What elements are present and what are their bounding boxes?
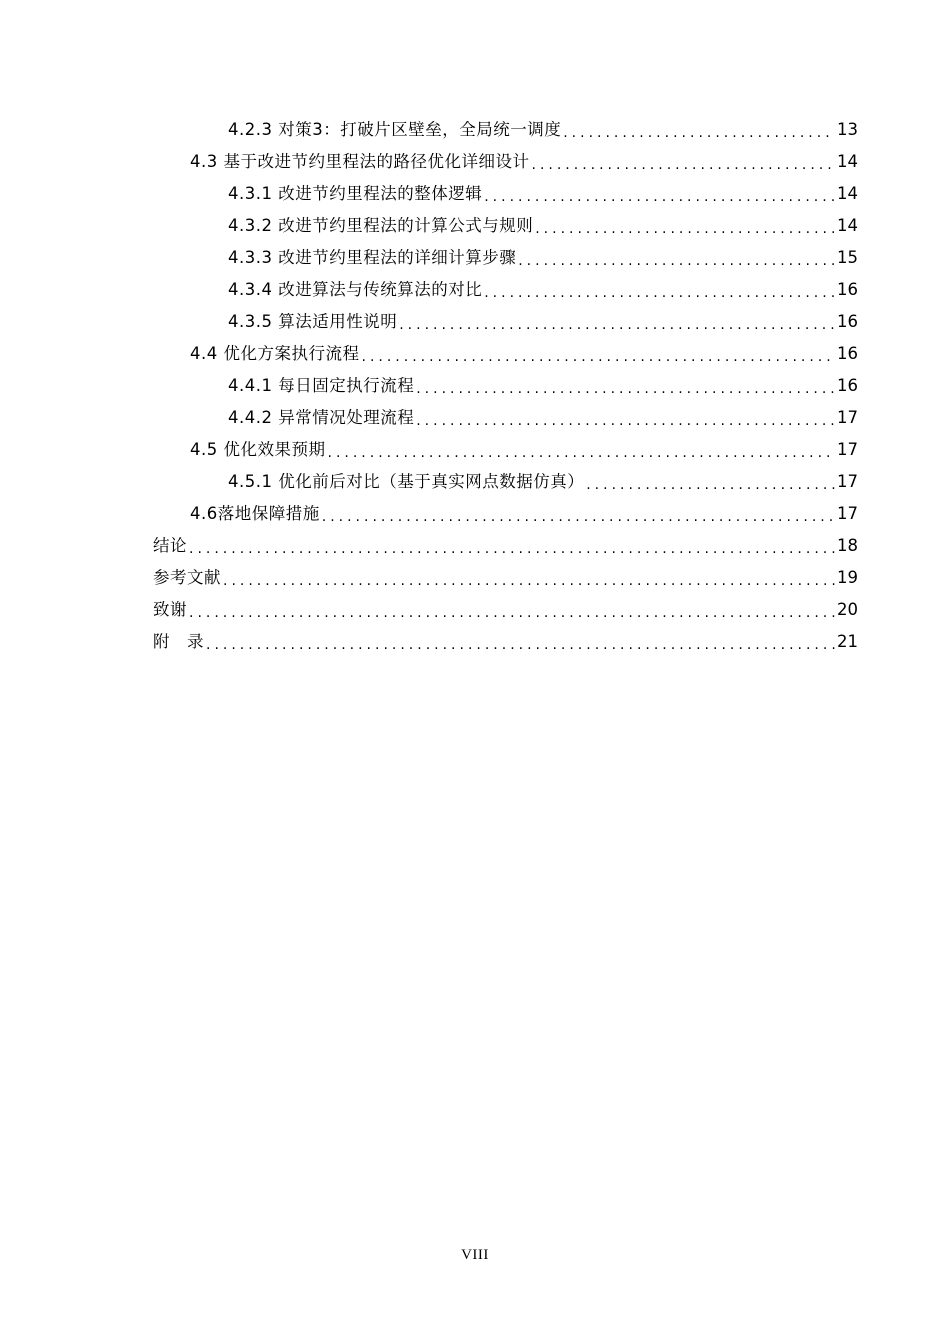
toc-entry[interactable] (0, 594, 950, 626)
toc-entry-page: 14 (837, 216, 858, 235)
dot-leader (586, 472, 835, 498)
toc-entry[interactable] (0, 562, 950, 594)
dot-leader (223, 568, 835, 594)
dot-leader (189, 536, 835, 562)
toc-entry[interactable] (0, 626, 950, 658)
toc-entry-page: 13 (837, 120, 858, 139)
toc-entry-title: 4.3.2 改进节约里程法的计算公式与规则 (228, 216, 534, 235)
toc-entry-title: 致谢 (153, 600, 187, 619)
table-of-contents (0, 114, 950, 658)
toc-entry[interactable] (0, 338, 950, 370)
page-number: VIII (461, 1247, 489, 1263)
toc-entry-page: 17 (837, 472, 858, 491)
toc-entry[interactable] (0, 210, 950, 242)
dot-leader (535, 216, 835, 242)
toc-entry-title: 4.3.5 算法适用性说明 (228, 312, 398, 331)
toc-entry-title: 参考文献 (153, 568, 221, 587)
toc-entry[interactable] (0, 402, 950, 434)
dot-leader (484, 280, 835, 306)
toc-entry-title: 4.3.1 改进节约里程法的整体逻辑 (228, 184, 483, 203)
toc-entry-title: 4.4.2 异常情况处理流程 (228, 408, 415, 427)
toc-entry-page: 16 (837, 280, 858, 299)
toc-entry[interactable] (0, 466, 950, 498)
dot-leader (416, 376, 835, 402)
dot-leader (322, 504, 835, 530)
toc-entry-page: 16 (837, 376, 858, 395)
toc-entry[interactable] (0, 114, 950, 146)
toc-entry[interactable] (0, 146, 950, 178)
toc-entry-page: 16 (837, 312, 858, 331)
dot-leader (399, 312, 835, 338)
toc-entry[interactable] (0, 274, 950, 306)
toc-entry-title: 附 录 (153, 632, 204, 651)
toc-entry-title: 4.3.4 改进算法与传统算法的对比 (228, 280, 483, 299)
toc-entry-page: 15 (837, 248, 858, 267)
toc-entry[interactable] (0, 242, 950, 274)
toc-entry-page: 17 (837, 440, 858, 459)
dot-leader (328, 440, 836, 466)
toc-entry-page: 16 (837, 344, 858, 363)
toc-entry-page: 17 (837, 504, 858, 523)
dot-leader (189, 600, 835, 626)
toc-entry-title: 结论 (153, 536, 187, 555)
toc-entry-title: 4.5.1 优化前后对比（基于真实网点数据仿真） (228, 472, 585, 491)
toc-entry-title: 4.2.3 对策3：打破片区壁垒，全局统一调度 (228, 120, 562, 139)
dot-leader (362, 344, 836, 370)
toc-entry-page: 18 (837, 536, 858, 555)
toc-entry-page: 14 (837, 152, 858, 171)
toc-entry-title: 4.3.3 改进节约里程法的详细计算步骤 (228, 248, 517, 267)
toc-entry[interactable] (0, 306, 950, 338)
toc-entry-title: 4.6落地保障措施 (190, 504, 320, 523)
toc-entry-page: 17 (837, 408, 858, 427)
toc-entry[interactable] (0, 530, 950, 562)
toc-entry[interactable] (0, 370, 950, 402)
toc-entry[interactable] (0, 498, 950, 530)
toc-entry-title: 4.5 优化效果预期 (190, 440, 326, 459)
dot-leader (484, 184, 835, 210)
toc-entry-page: 20 (837, 600, 858, 619)
toc-entry-title: 4.4 优化方案执行流程 (190, 344, 360, 363)
toc-entry-title: 4.3 基于改进节约里程法的路径优化详细设计 (190, 152, 530, 171)
toc-entry-page: 19 (837, 568, 858, 587)
dot-leader (563, 120, 835, 146)
dot-leader (518, 248, 835, 274)
toc-entry-page: 21 (837, 632, 858, 651)
toc-entry-title: 4.4.1 每日固定执行流程 (228, 376, 415, 395)
dot-leader (206, 632, 835, 658)
dot-leader (532, 152, 836, 178)
toc-entry[interactable] (0, 178, 950, 210)
toc-entry[interactable] (0, 434, 950, 466)
toc-entry-page: 14 (837, 184, 858, 203)
dot-leader (416, 408, 835, 434)
